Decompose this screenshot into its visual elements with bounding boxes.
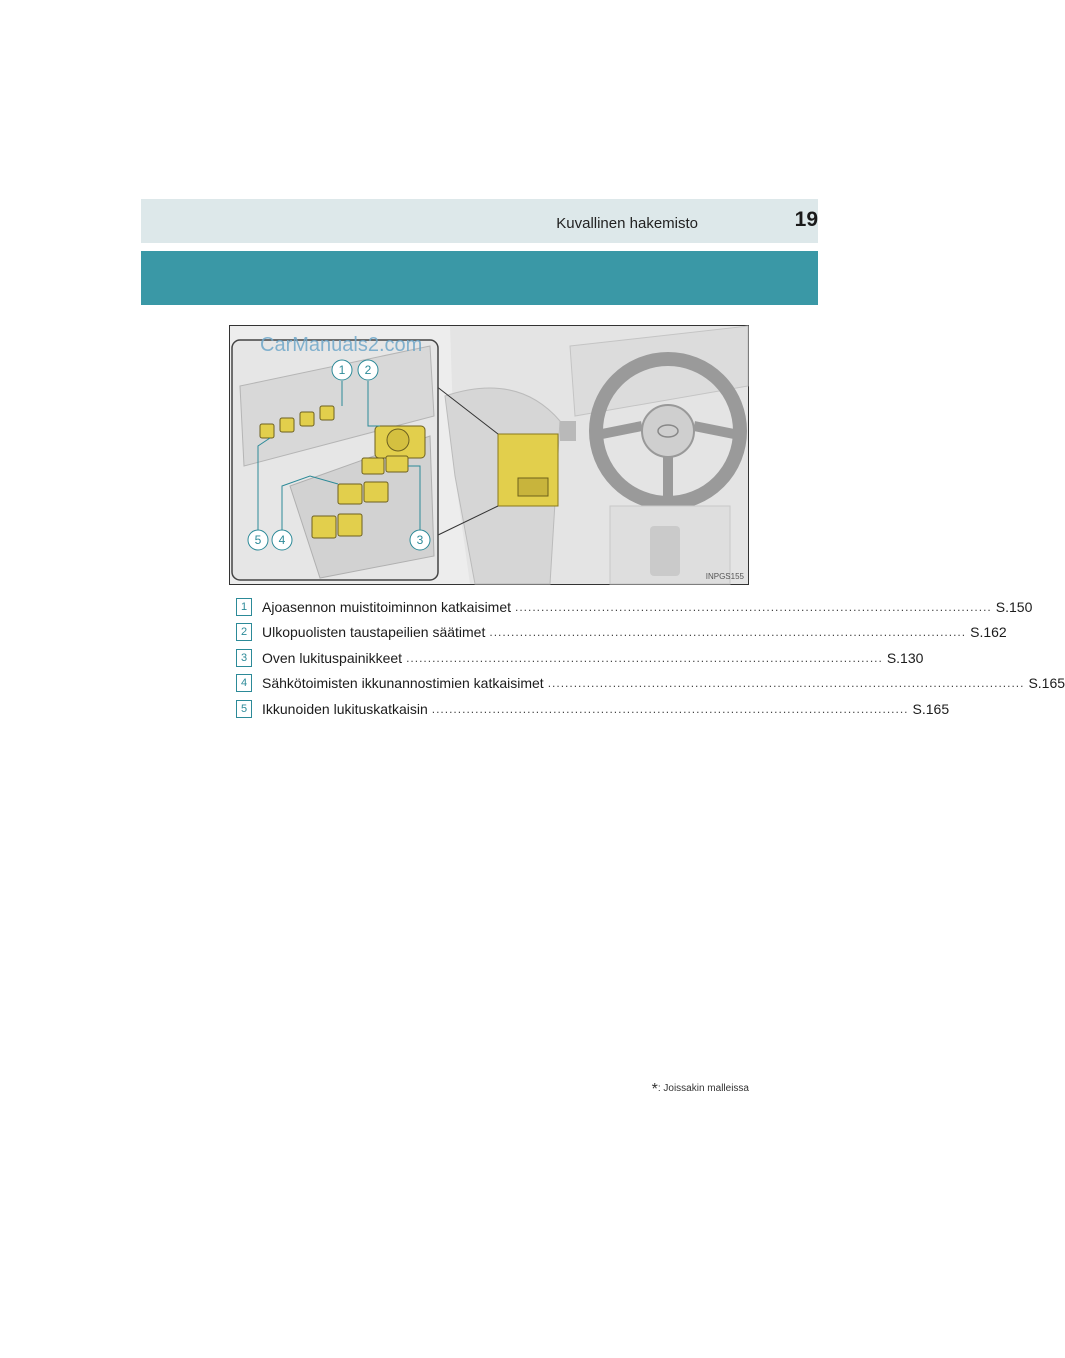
- teal-band: [141, 251, 818, 305]
- callout-4: 4: [278, 533, 286, 547]
- list-item: [236, 620, 1007, 646]
- leader-dots: ..............................................................................................................: [431, 701, 909, 716]
- figure-code: INPGS155: [705, 572, 744, 581]
- item-number-badge: 2: [236, 623, 252, 641]
- dash-switches: [560, 421, 576, 441]
- leader-dots: ..............................................................................................................: [515, 599, 992, 614]
- header-strip: [141, 199, 818, 243]
- item-page-ref[interactable]: S.162: [970, 624, 1007, 641]
- item-page-ref[interactable]: S.150: [995, 598, 1033, 615]
- leader-dots: ..............................................................................................................: [547, 676, 1025, 691]
- list-item: [236, 594, 1033, 620]
- pedal: [650, 526, 680, 576]
- leader-dots: ..............................................................................................................: [489, 625, 967, 640]
- item-label: Ikkunoiden lukituskatkaisin: [262, 700, 428, 717]
- steering-wheel-hub: [642, 405, 694, 457]
- callout-5: 5: [254, 533, 262, 547]
- item-page-ref[interactable]: S.165: [912, 700, 950, 717]
- watermark-logo: CarManuals2.com: [260, 334, 423, 356]
- callout-1: 1: [338, 363, 346, 377]
- figure-door-switches: [229, 325, 749, 585]
- door-switch-illustration: [230, 326, 748, 584]
- footnote: [652, 1081, 749, 1099]
- switch-panel-detail: [518, 478, 548, 496]
- item-page-ref[interactable]: S.165: [1028, 675, 1065, 692]
- item-number-badge: 4: [236, 674, 252, 692]
- item-number-badge: 5: [236, 700, 252, 718]
- list-item: [236, 696, 950, 722]
- item-list: [236, 594, 1065, 722]
- leader-dots: ..............................................................................................................: [406, 650, 883, 665]
- list-item: [236, 645, 924, 671]
- item-page-ref[interactable]: S.130: [886, 649, 924, 666]
- item-number-badge: 3: [236, 649, 252, 667]
- mirror-control: [375, 426, 425, 458]
- item-label: Oven lukituspainikkeet: [262, 649, 403, 666]
- item-number-badge: 1: [236, 598, 252, 616]
- callout-3: 3: [416, 533, 424, 547]
- item-label: Sähkötoimisten ikkunannostimien katkaisimet: [262, 675, 544, 692]
- item-label: Ulkopuolisten taustapeilien säätimet: [262, 624, 486, 641]
- section-title: Kuvallinen hakemisto: [556, 215, 698, 232]
- page-number: 19: [794, 208, 818, 231]
- callout-2: 2: [364, 363, 372, 377]
- item-label: Ajoasennon muistitoiminnon katkaisimet: [262, 598, 512, 615]
- footnote-marker: *: [651, 1081, 658, 1098]
- list-item: [236, 671, 1065, 697]
- footnote-text: : Joissakin malleissa: [657, 1083, 749, 1094]
